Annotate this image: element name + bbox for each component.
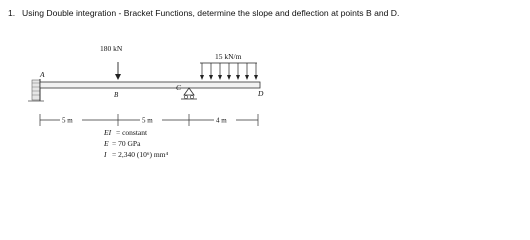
- property-ei-symbol: EI: [104, 128, 112, 137]
- point-d-label: D: [258, 89, 264, 98]
- property-i-symbol: I: [104, 150, 107, 159]
- question-text: Using Double integration - Bracket Functions, determine the slope and deflection at points B and D.: [22, 8, 400, 18]
- roller-support-icon: [181, 88, 197, 99]
- distributed-load-label: 15 kN/m: [215, 52, 242, 61]
- point-a-label: A: [40, 70, 45, 79]
- property-e-symbol: E: [104, 139, 109, 148]
- material-properties: [103, 128, 169, 159]
- point-c-label: C: [176, 83, 182, 92]
- point-b-label: B: [114, 91, 119, 99]
- dimension-cd: 4 m: [216, 116, 227, 125]
- property-i-value: = 2,340 (10⁶) mm⁴: [112, 150, 169, 159]
- dimension-ab: 5 m: [62, 116, 73, 125]
- dimension-bc: 5 m: [142, 116, 153, 125]
- point-load-label: 180 kN: [100, 44, 123, 53]
- point-load-arrow: [115, 62, 121, 80]
- property-ei-value: = constant: [116, 128, 148, 137]
- question-number: 1.: [8, 8, 16, 18]
- beam: [40, 82, 260, 88]
- property-e-value: = 70 GPa: [112, 139, 141, 148]
- distributed-load-arrows: [200, 63, 258, 80]
